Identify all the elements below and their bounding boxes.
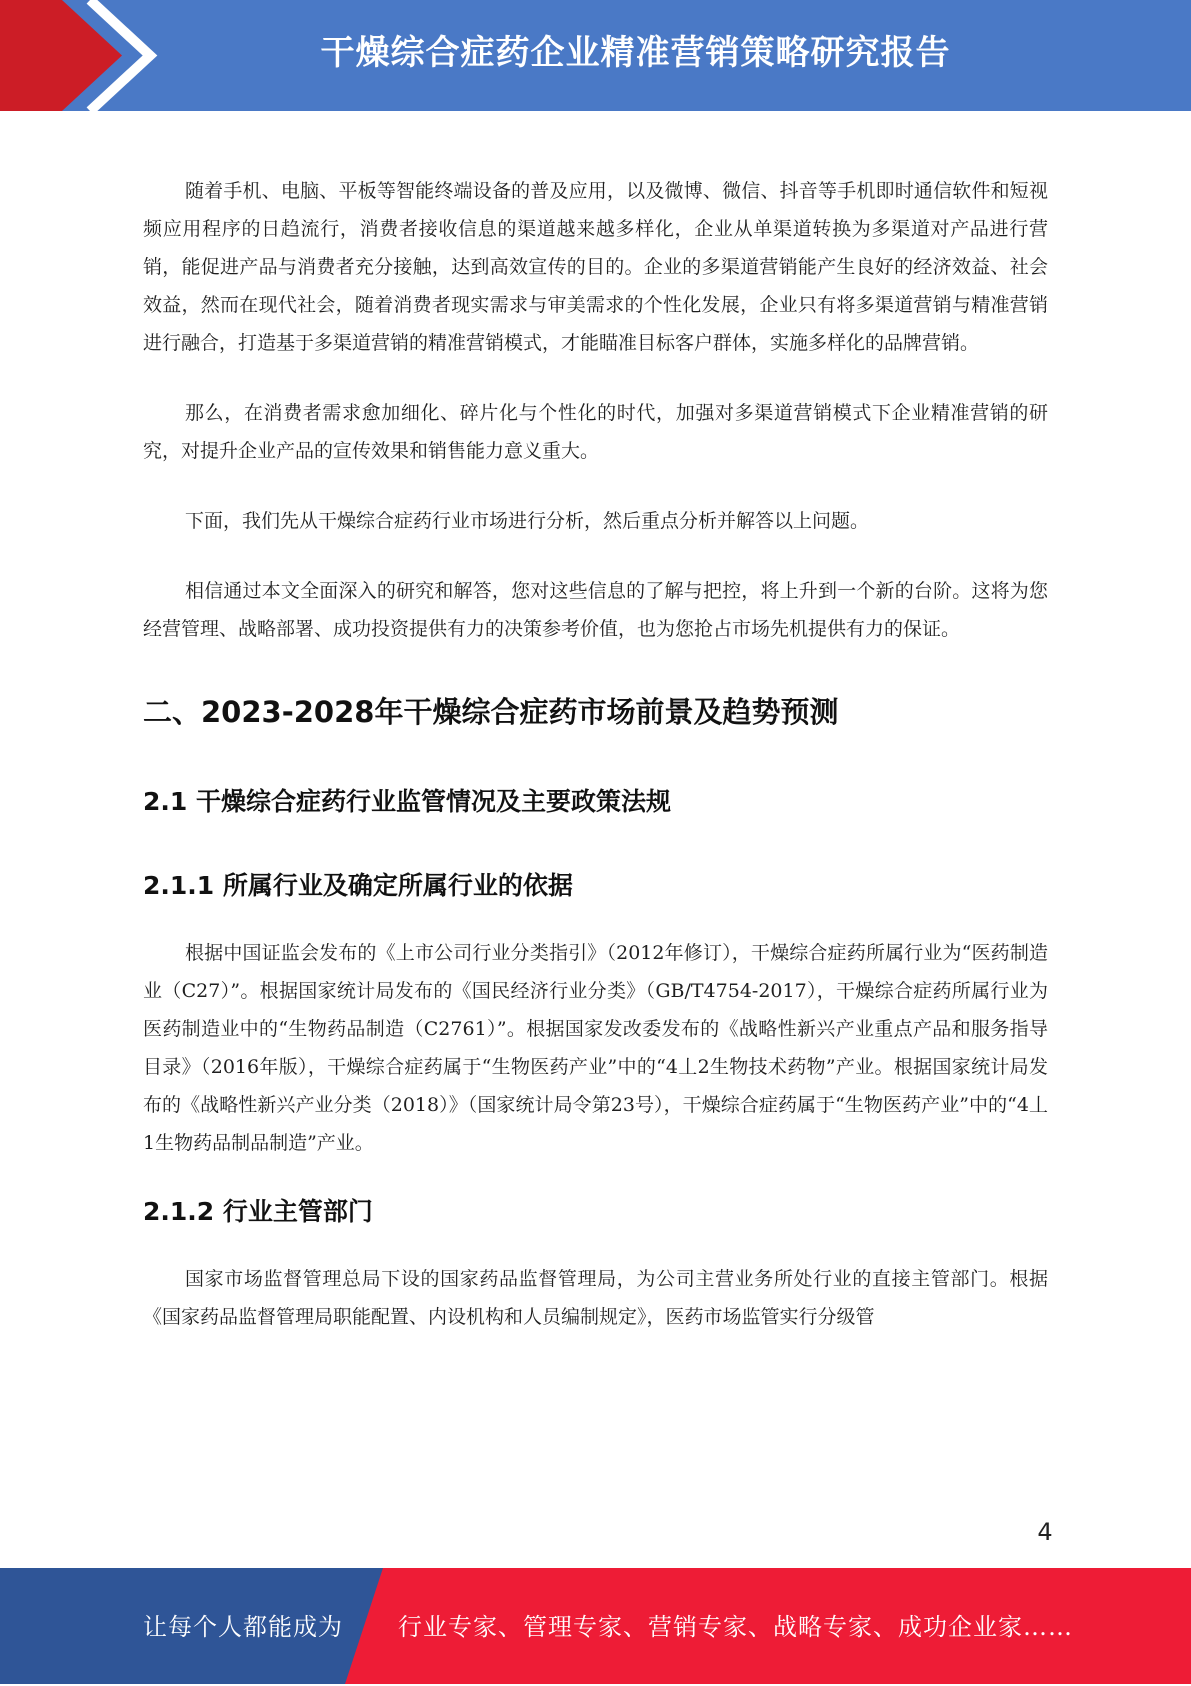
intro-paragraph-2: 那么，在消费者需求愈加细化、碎片化与个性化的时代，加强对多渠道营销模式下企业精准营销的研究，对提升企业产品的宣传效果和销售能力意义重大。: [143, 402, 1048, 462]
footer-banner: [0, 1568, 1191, 1684]
page-content: [143, 172, 1048, 1368]
section-2-1-2-paragraph: 国家市场监督管理总局下设的国家药品监督管理局，为公司主营业务所处行业的直接主管部门。根据《国家药品监督管理局职能配置、内设机构和人员编制规定》，医药市场监管实行分级管: [143, 1268, 1048, 1328]
report-title: 干燥综合症药企业精准营销策略研究报告: [320, 33, 951, 73]
section-2-1-2-heading: 2.1.2 行业主管部门: [143, 1197, 373, 1226]
section-2-1-1-paragraph: 根据中国证监会发布的《上市公司行业分类指引》（2012年修订），干燥综合症药所属行业为“医药制造业（C27）”。根据国家统计局发布的《国民经济行业分类》（GB/T4754-2017），干燥综合症药所属行业为医药制造业中的“生物药品制造（C2761）”。根据国家发改委发布的《战略性新兴产业重点产品和服务指导目录》（2016年版），干燥综合症药属于“生物医药产业”中的“4丄2生物技术药物”产业。根据国家统计局发布的《战略性新兴产业分类（2018）》（国家统计局令第23号），干燥综合症药属于“生物医药产业”中的“4丄1生物药品制品制造”产业。: [143, 942, 1048, 1154]
intro-paragraph-4: 相信通过本文全面深入的研究和解答，您对这些信息的了解与把控，将上升到一个新的台阶。这将为您经营管理、战略部署、成功投资提供有力的决策参考价值，也为您抢占市场先机提供有力的保证。: [143, 580, 1048, 640]
header-arrow-decoration: [0, 0, 160, 111]
section-2-1-1-heading: 2.1.1 所属行业及确定所属行业的依据: [143, 871, 573, 900]
footer-slogan-left: 让每个人都能成为: [143, 1613, 343, 1641]
intro-paragraph-1: 随着手机、电脑、平板等智能终端设备的普及应用，以及微博、微信、抖音等手机即时通信软件和短视频应用程序的日趋流行，消费者接收信息的渠道越来越多样化，企业从单渠道转换为多渠道对产品进行营销，能促进产品与消费者充分接触，达到高效宣传的目的。企业的多渠道营销能产生良好的经济效益、社会效益，然而在现代社会，随着消费者现实需求与审美需求的个性化发展，企业只有将多渠道营销与精准营销进行融合，打造基于多渠道营销的精准营销模式，才能瞄准目标客户群体，实施多样化的品牌营销。: [143, 180, 1048, 354]
header-banner: [0, 0, 1191, 111]
section-2-1-heading: 2.1 干燥综合症药行业监管情况及主要政策法规: [143, 787, 671, 816]
intro-paragraph-3: 下面，我们先从干燥综合症药行业市场进行分析，然后重点分析并解答以上问题。: [185, 510, 870, 532]
page-number: 4: [1037, 1518, 1053, 1546]
section-2-heading: 二、2023-2028年干燥综合症药市场前景及趋势预测: [143, 695, 839, 729]
footer-slogan-right: 行业专家、管理专家、营销专家、战略专家、成功企业家……: [398, 1613, 1073, 1641]
